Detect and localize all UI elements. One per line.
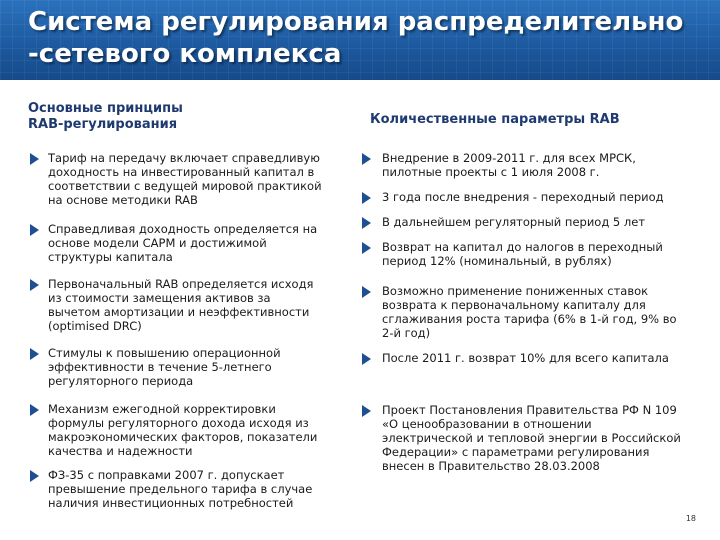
right-item-5: Возможно применение пониженных ставок возврата к первоначальному капиталу для сглаживания роста тарифа (6% в 1-й год, 9% во 2-й год) — [382, 284, 677, 340]
right-item-3: В дальнейшем регуляторный период 5 лет — [382, 215, 646, 229]
left-item-1: Тариф на передачу включает справедливую доходность на инвестированный капитал в соответствии с ведущей мировой практикой на основе методики RAB — [48, 151, 322, 207]
bullet-arrow-icon — [362, 192, 371, 204]
page-number: 18 — [685, 514, 696, 523]
bullet-arrow-icon — [362, 353, 371, 365]
bullet-arrow-icon — [30, 279, 39, 291]
left-item-5: Механизм ежегодной корректировки формулы регуляторного дохода исходя из макроэкономических факторов, показатели качества и надежности — [48, 402, 318, 458]
bullet-arrow-icon — [30, 153, 39, 165]
left-item-4: Стимулы к повышению операционной эффективности в течение 5-летнего регуляторного периода — [48, 346, 281, 388]
right-item-6: После 2011 г. возврат 10% для всего капитала — [382, 351, 669, 365]
slide-header — [0, 0, 720, 80]
bullet-arrow-icon — [30, 404, 39, 416]
bullet-arrow-icon — [30, 470, 39, 482]
bullet-arrow-icon — [30, 224, 39, 236]
left-item-2: Справедливая доходность определяется на основе модели CAPM и достижимой структуры капитала — [48, 222, 318, 264]
right-item-4: Возврат на капитал до налогов в переходный период 12% (номинальный, в рублях) — [382, 240, 663, 268]
bullet-arrow-icon — [362, 217, 371, 229]
bullet-arrow-icon — [30, 348, 39, 360]
left-item-6: ФЗ-35 с поправками 2007 г. допускает превышение предельного тарифа в случае наличия инвестиционных потребностей — [48, 468, 313, 510]
left-column-heading: Основные принципы RAB-регулирования — [28, 101, 183, 132]
bullet-arrow-icon — [362, 153, 371, 165]
slide-title: Система регулирования распределительно -сетевого комплекса — [28, 7, 684, 69]
right-item-7: Проект Постановления Правительства РФ N 109 «О ценообразовании в отношении электрической и тепловой энергии в Российской Федерации» с параметрами регулирования внесен в Правительство 28.03.2008 — [382, 403, 681, 473]
left-item-3: Первоначальный RAB определяется исходя из стоимости замещения активов за вычетом амортизации и неэффективности (optimised DRC) — [48, 277, 314, 333]
right-item-2: 3 года после внедрения - переходный период — [382, 190, 664, 204]
bullet-arrow-icon — [362, 286, 371, 298]
right-column-heading: Количественные параметры RAB — [370, 112, 620, 127]
right-item-1: Внедрение в 2009-2011 г. для всех МРСК, пилотные проекты с 1 июля 2008 г. — [382, 151, 636, 179]
bullet-arrow-icon — [362, 405, 371, 417]
bullet-arrow-icon — [362, 242, 371, 254]
